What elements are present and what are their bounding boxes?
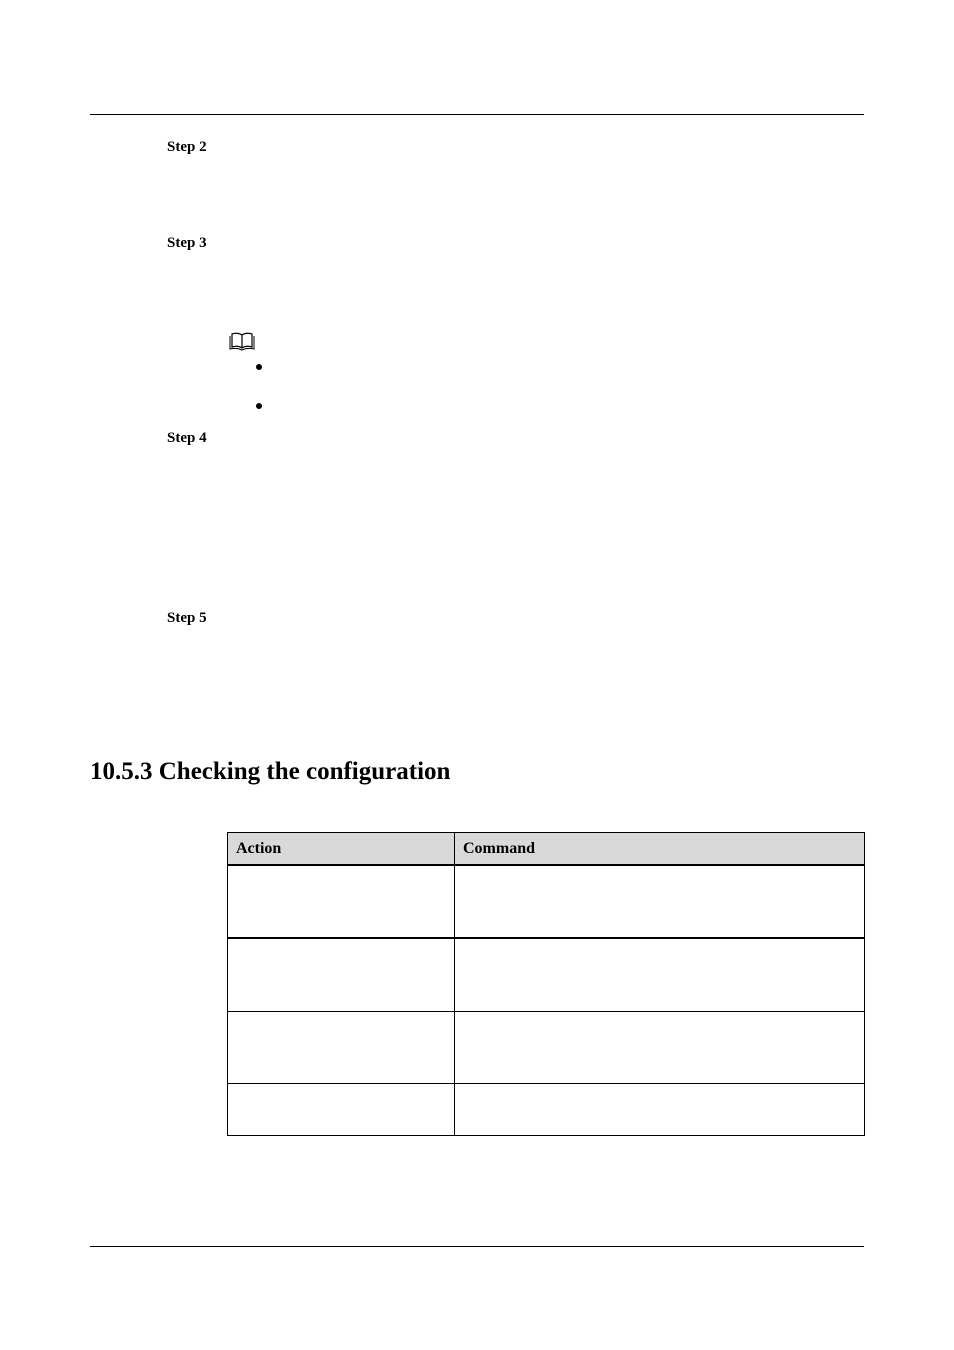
column-header-action: Action bbox=[228, 833, 455, 866]
action-cell bbox=[228, 938, 455, 1012]
column-header-command: Command bbox=[455, 833, 865, 866]
step-3-label: Step 3 bbox=[167, 235, 207, 251]
table-header-row bbox=[228, 833, 865, 866]
command-cell bbox=[455, 1084, 865, 1136]
bullet-dot-icon bbox=[256, 364, 262, 370]
action-cell bbox=[228, 1084, 455, 1136]
command-cell bbox=[455, 1012, 865, 1084]
command-cell bbox=[455, 938, 865, 1012]
step-5-label: Step 5 bbox=[167, 610, 207, 626]
footer-rule bbox=[90, 1246, 864, 1247]
step-2-label: Step 2 bbox=[167, 139, 207, 155]
command-cell bbox=[455, 865, 865, 938]
configuration-check-table bbox=[227, 832, 865, 1136]
header-rule bbox=[90, 114, 864, 115]
action-cell bbox=[228, 865, 455, 938]
table-row bbox=[228, 865, 865, 938]
action-cell bbox=[228, 1012, 455, 1084]
step-4-label: Step 4 bbox=[167, 430, 207, 446]
book-note-icon bbox=[229, 331, 255, 351]
table-row bbox=[228, 938, 865, 1012]
bullet-dot-icon bbox=[256, 403, 262, 409]
table-row bbox=[228, 1012, 865, 1084]
table-row bbox=[228, 1084, 865, 1136]
section-title: 10.5.3 Checking the configuration bbox=[90, 758, 451, 785]
